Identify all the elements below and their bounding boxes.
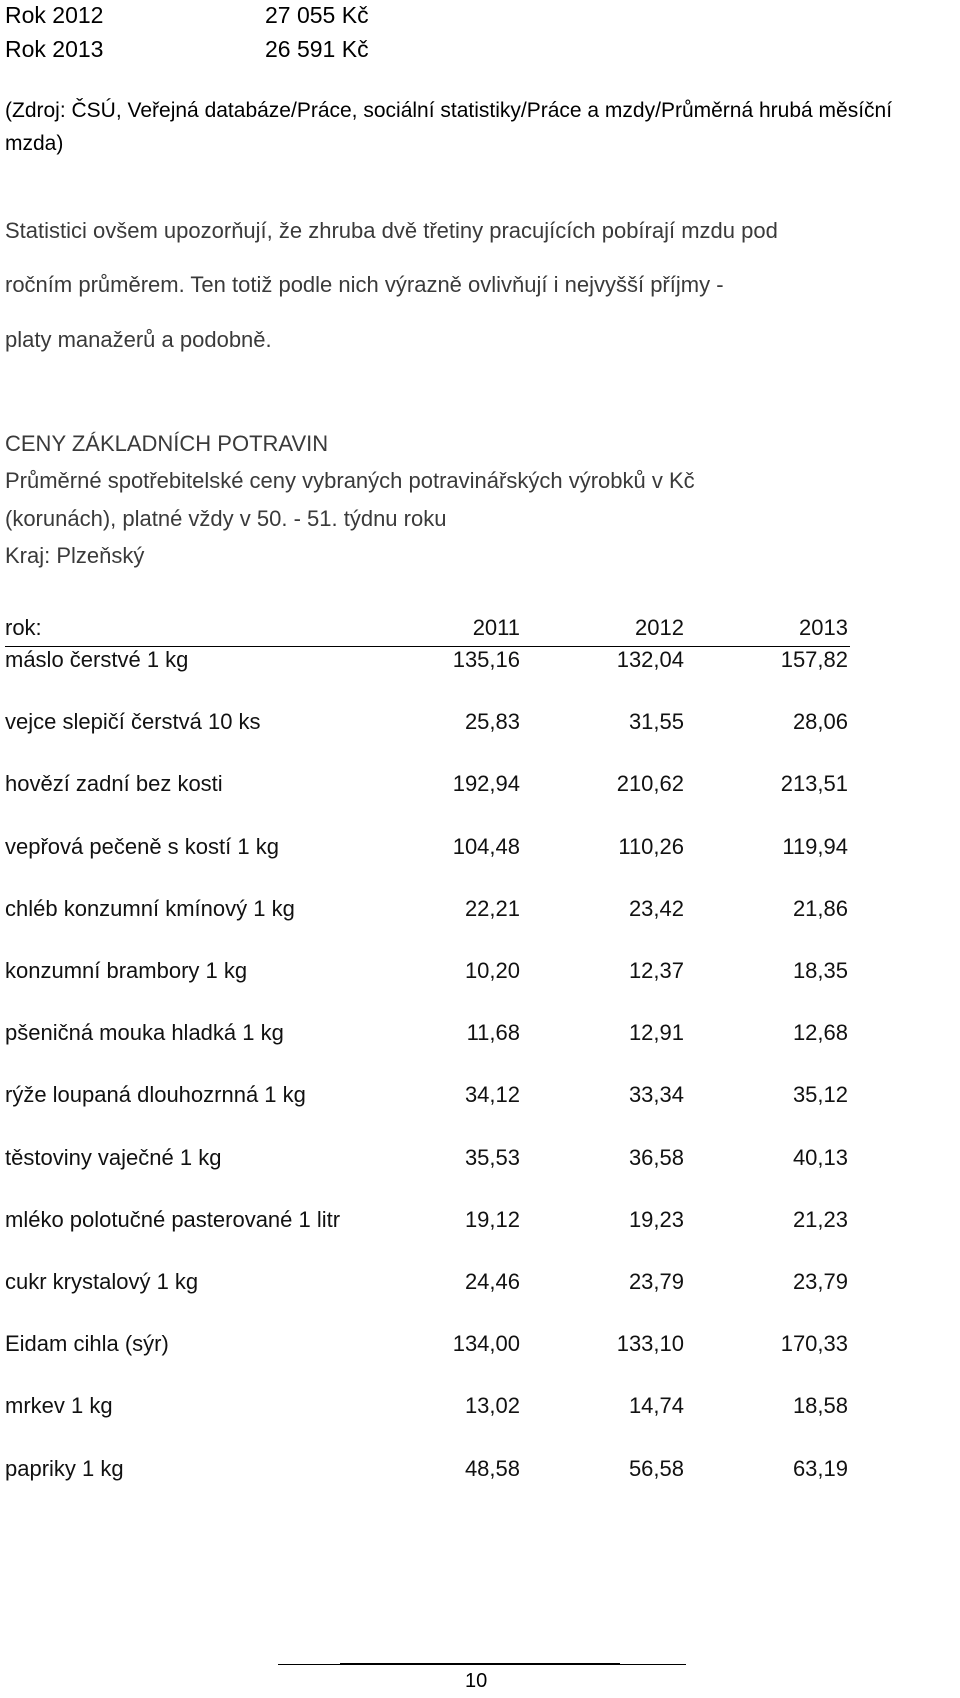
table-row-name: papriky 1 kg bbox=[5, 1456, 124, 1481]
table-row-name: vepřová pečeně s kostí 1 kg bbox=[5, 834, 279, 859]
table-row-value-2012: 132,04 bbox=[616, 647, 684, 672]
table-row-name: rýže loupaná dlouhozrnná 1 kg bbox=[5, 1082, 306, 1107]
table-header-year-2012: 2012 bbox=[635, 615, 684, 640]
table-row-name: Eidam cihla (sýr) bbox=[5, 1331, 169, 1356]
footer-rule bbox=[278, 1664, 686, 1665]
table-row-value-2012: 33,34 bbox=[628, 1082, 684, 1107]
table-row-value-2013: 40,13 bbox=[792, 1145, 848, 1170]
paragraph-line-3: platy manažerů a podobně. bbox=[5, 327, 272, 352]
table-row-name: mrkev 1 kg bbox=[5, 1393, 113, 1418]
table-row-value-2011: 19,12 bbox=[464, 1207, 520, 1232]
table-row-value-2013: 18,58 bbox=[792, 1393, 848, 1418]
table-row-value-2013: 170,33 bbox=[780, 1331, 848, 1356]
wage-2013-value: 26 591 Kč bbox=[265, 36, 369, 62]
table-row-value-2012: 210,62 bbox=[616, 771, 684, 796]
table-row-value-2013: 12,68 bbox=[792, 1020, 848, 1045]
wage-2012-value: 27 055 Kč bbox=[265, 2, 369, 28]
page-number: 10 bbox=[465, 1670, 488, 1692]
table-row-value-2013: 35,12 bbox=[792, 1082, 848, 1107]
table-row-value-2011: 192,94 bbox=[452, 771, 520, 796]
table-row-value-2013: 213,51 bbox=[780, 771, 848, 796]
wage-2012-label: Rok 2012 bbox=[5, 2, 104, 28]
table-row-value-2011: 10,20 bbox=[464, 958, 520, 983]
table-row-value-2011: 135,16 bbox=[452, 647, 520, 672]
table-row-name: chléb konzumní kmínový 1 kg bbox=[5, 896, 295, 921]
table-row-value-2012: 12,37 bbox=[628, 958, 684, 983]
table-row-value-2011: 25,83 bbox=[464, 709, 520, 734]
table-row-value-2012: 23,42 bbox=[628, 896, 684, 921]
section-desc-line-1: Průměrné spotřebitelské ceny vybraných potravinářských výrobků v Kč bbox=[5, 468, 695, 493]
table-row-name: cukr krystalový 1 kg bbox=[5, 1269, 199, 1294]
table-row-value-2011: 35,53 bbox=[464, 1145, 520, 1170]
table-row-value-2012: 14,74 bbox=[628, 1393, 684, 1418]
section-heading: CENY ZÁKLADNÍCH POTRAVIN bbox=[5, 431, 329, 456]
table-header-label: rok: bbox=[5, 615, 42, 640]
region-label: Kraj: Plzeňský bbox=[5, 543, 145, 568]
table-row-value-2012: 31,55 bbox=[628, 709, 684, 734]
table-row-value-2012: 133,10 bbox=[616, 1331, 684, 1356]
table-row-value-2013: 28,06 bbox=[792, 709, 848, 734]
table-row-value-2011: 48,58 bbox=[464, 1456, 520, 1481]
table-row-name: vejce slepičí čerstvá 10 ks bbox=[5, 709, 261, 734]
table-row-value-2013: 23,79 bbox=[792, 1269, 848, 1294]
section-desc-line-2: (korunách), platné vždy v 50. - 51. týdnu roku bbox=[5, 506, 447, 531]
table-row-value-2011: 34,12 bbox=[464, 1082, 520, 1107]
table-row-name: máslo čerstvé 1 kg bbox=[5, 647, 189, 672]
paragraph-line-1: Statistici ovšem upozorňují, že zhruba dvě třetiny pracujících pobírají mzdu pod bbox=[5, 218, 778, 243]
table-row-value-2012: 23,79 bbox=[628, 1269, 684, 1294]
table-row-name: mléko polotučné pasterované 1 litr bbox=[5, 1207, 341, 1232]
table-row-name: konzumní brambory 1 kg bbox=[5, 958, 248, 983]
table-row-value-2012: 56,58 bbox=[628, 1456, 684, 1481]
source-line-2: mzda) bbox=[5, 132, 64, 155]
table-row-value-2013: 63,19 bbox=[792, 1456, 848, 1481]
table-row-name: pšeničná mouka hladká 1 kg bbox=[5, 1020, 284, 1045]
table-row-value-2013: 18,35 bbox=[792, 958, 848, 983]
paragraph-line-2: ročním průměrem. Ten totiž podle nich výrazně ovlivňují i nejvyšší příjmy - bbox=[5, 272, 724, 297]
table-row-value-2011: 22,21 bbox=[464, 896, 520, 921]
table-row-value-2013: 119,94 bbox=[782, 834, 848, 859]
table-header-year-2013: 2013 bbox=[799, 615, 848, 640]
source-line-1: (Zdroj: ČSÚ, Veřejná databáze/Práce, sociální statistiky/Práce a mzdy/Průměrná hrubá měsíční bbox=[5, 99, 893, 122]
table-row-value-2013: 157,82 bbox=[780, 647, 848, 672]
table-row-value-2013: 21,23 bbox=[792, 1207, 848, 1232]
table-header-year-2011: 2011 bbox=[472, 615, 520, 640]
table-row-value-2011: 104,48 bbox=[452, 834, 520, 859]
table-row-value-2011: 11,68 bbox=[466, 1020, 520, 1045]
table-row-value-2012: 12,91 bbox=[628, 1020, 684, 1045]
table-row-value-2012: 19,23 bbox=[628, 1207, 684, 1232]
table-row-value-2012: 110,26 bbox=[618, 834, 684, 859]
table-row-value-2012: 36,58 bbox=[628, 1145, 684, 1170]
table-row-value-2011: 134,00 bbox=[452, 1331, 520, 1356]
table-row-name: hovězí zadní bez kosti bbox=[5, 771, 223, 796]
footer-rule-accent bbox=[340, 1663, 620, 1664]
wage-2013-label: Rok 2013 bbox=[5, 36, 104, 62]
table-row-value-2011: 13,02 bbox=[464, 1393, 520, 1418]
table-row-value-2011: 24,46 bbox=[464, 1269, 520, 1294]
table-row-name: těstoviny vaječné 1 kg bbox=[5, 1145, 222, 1170]
table-row-value-2013: 21,86 bbox=[792, 896, 848, 921]
